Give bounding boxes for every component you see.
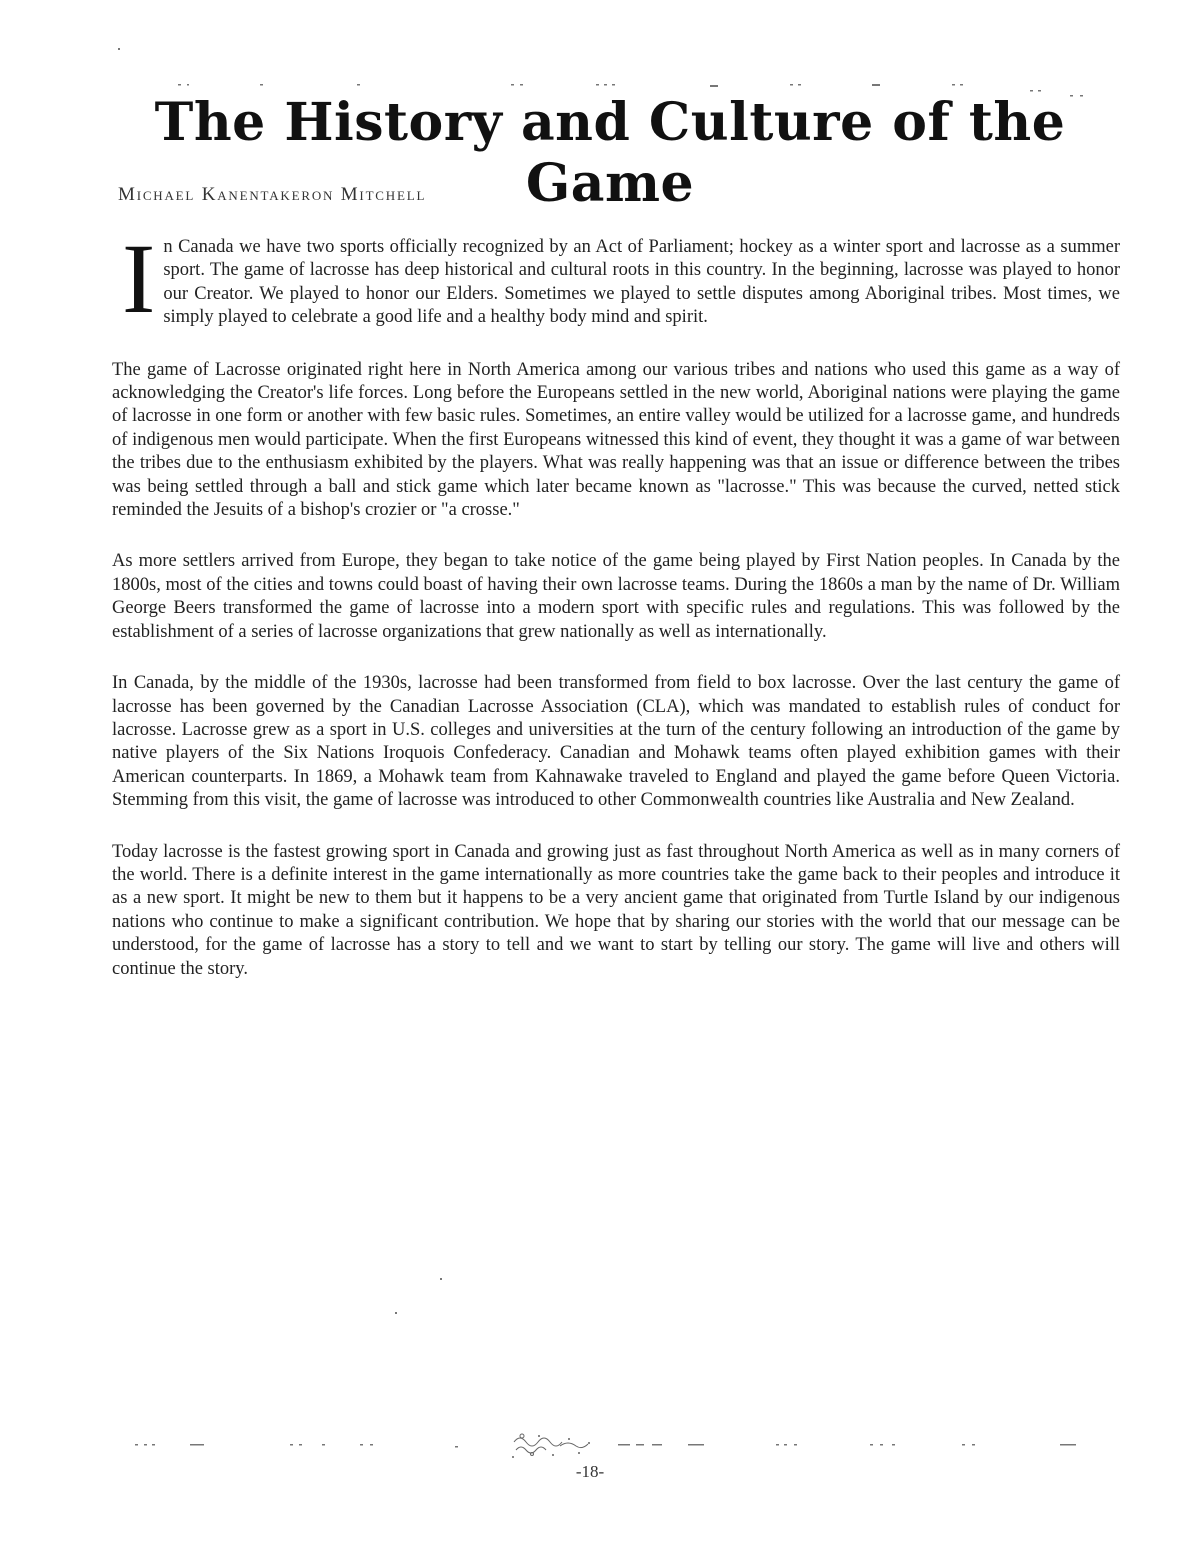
page-number: -18- [575, 1462, 605, 1481]
paragraph-5: Today lacrosse is the fastest growing sport in Canada and growing just as fast throughout North America as well as in many corners of the world. There is a definite interest in the game internationally as more countries take the game back to their peoples and introduce it as a new sport. It might be new to them but it happens to be a very ancient game that originated from Turtle Island by our indigenous nations who continue to make a significant contribution. We hope that by sharing our stories with the world that our message can be understood, for the game of lacrosse has a story to tell and we want to start by telling our story. The game will live and others will continue the story. [112, 841, 1120, 979]
paragraph-3: As more settlers arrived from Europe, they began to take notice of the game being played by First Nation peoples. In Canada by the 1800s, most of the cities and towns could boast of having their own lacrosse teams. During the 1860s a man by the name of Dr. William George Beers transformed the game of lacrosse into a modern sport with specific rules and regulations. This was followed by the establishment of a series of lacrosse organizations that grew nationally as well as internationally. [112, 551, 1120, 642]
paragraph-4: In Canada, by the middle of the 1930s, lacrosse had been transformed from field to box lacrosse. Over the last century the game of lacrosse has been governed by the Canadian Lacrosse Association (CLA), which was mandated to establish rules of conduct for lacrosse. Lacrosse grew as a sport in U.S. colleges and universities at the turn of the century following an introduction of the game by native players of the Six Nations Iroquois Confederacy. Canadian and Mohawk teams often played exhibition games with their American counterparts. In 1869, a Mohawk team from Kahnawake traveled to England and played the game before Queen Victoria. Stemming from this visit, the game of lacrosse was introduced to other Commonwealth countries like Australia and New Zealand. [112, 673, 1120, 811]
paragraph-1 [112, 223, 1120, 334]
footer-ornament-icon [508, 1432, 594, 1460]
article-title: The History and Culture of the Game [154, 92, 1066, 214]
drop-cap: I [122, 223, 156, 334]
author-byline: Michael Kanentakeron Mitchell [118, 184, 427, 205]
article-body [112, 223, 1120, 1009]
paragraph-1-text: n Canada we have two sports officially recognized by an Act of Parliament; hockey as a winter sport and lacrosse as a summer sport. The game of lacrosse has deep historical and cultural roots in this country. In the beginning, lacrosse was played to honor our Creator. We played to honor our Elders. Sometimes we played to settle disputes among Aboriginal tribes. Most times, we simply played to celebrate a good life and a healthy body mind and spirit. [163, 237, 1120, 328]
paragraph-2: The game of Lacrosse originated right here in North America among our various tribes and nations who used this game as a way of acknowledging the Creator's life forces. Long before the Europeans settled in the new world, Aboriginal nations were playing the game of lacrosse in one form or another with few basic rules. Sometimes, an entire valley would be utilized for a lacrosse game, and hundreds of indigenous men would participate. When the first Europeans witnessed this kind of event, they thought it was a game of war between the tribes due to the enthusiasm exhibited by the players. What was really happening was that an issue or difference between the tribes was being settled through a ball and stick game which later became known as "lacrosse." This was because the curved, netted stick reminded the Jesuits of a bishop's crozier or "a crosse." [112, 359, 1120, 521]
